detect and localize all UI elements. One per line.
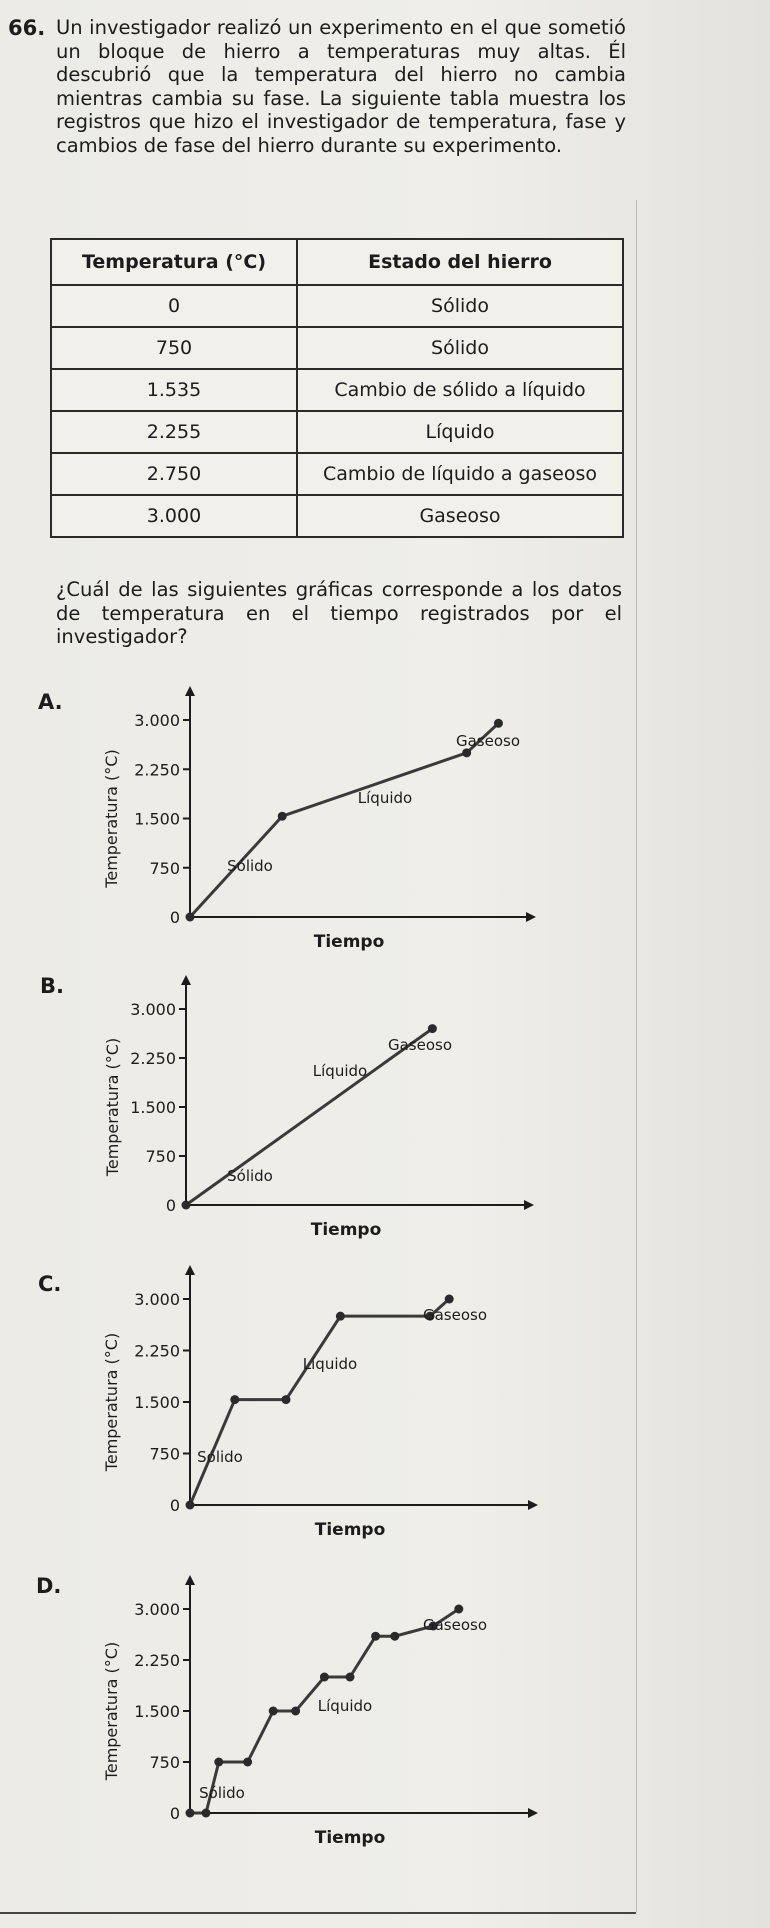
phase-label: Gaseoso	[455, 732, 521, 750]
phase-label: Líquido	[317, 1697, 373, 1715]
data-point	[454, 1605, 463, 1614]
y-tick-label: 0	[165, 1196, 176, 1215]
y-axis-label: Temperatura (°C)	[102, 1641, 121, 1781]
bottom-rule	[0, 1912, 636, 1914]
x-axis-label: Tiempo	[313, 932, 385, 952]
data-point	[320, 1673, 329, 1682]
phase-label: Gaseoso	[387, 1036, 453, 1054]
data-point	[269, 1707, 278, 1716]
option-letter-a[interactable]: A.	[38, 690, 63, 714]
y-axis-arrow	[185, 1575, 195, 1585]
phase-label: Gaseoso	[422, 1616, 488, 1634]
y-tick-label: 3.000	[134, 711, 180, 730]
y-tick-label: 0	[169, 1496, 180, 1515]
y-tick-label: 0	[169, 1804, 180, 1823]
y-tick-label: 3.000	[134, 1600, 180, 1619]
table-header: Estado del hierro	[297, 239, 623, 285]
option-letter-b[interactable]: B.	[40, 974, 64, 998]
phase-label: Sólido	[197, 1448, 243, 1466]
table-header: Temperatura (°C)	[51, 239, 297, 285]
y-tick-label: 1.500	[130, 1098, 176, 1117]
table-cell: 2.750	[51, 453, 297, 495]
question-prompt: ¿Cuál de las siguientes gráficas corresponde a los datos de temperatura en el tiempo registrados por el investigador?	[56, 578, 622, 648]
phase-label: Sólido	[199, 1784, 245, 1802]
table-cell: Líquido	[297, 411, 623, 453]
table-cell: Cambio de sólido a líquido	[297, 369, 623, 411]
data-point	[346, 1673, 355, 1682]
y-tick-label: 3.000	[130, 1000, 176, 1019]
data-point	[371, 1632, 380, 1641]
y-tick-label: 1.500	[134, 809, 180, 829]
question-number: 66.	[8, 16, 46, 40]
table-cell: 750	[51, 327, 297, 369]
phase-label: Líquido	[357, 789, 413, 807]
data-point	[202, 1809, 211, 1818]
x-axis-label: Tiempo	[314, 1520, 386, 1540]
data-point	[214, 1758, 223, 1767]
table-cell: Sólido	[297, 327, 623, 369]
table-cell: Gaseoso	[297, 495, 623, 537]
option-letter-d[interactable]: D.	[36, 1574, 62, 1598]
x-axis-label: Tiempo	[314, 1828, 386, 1848]
x-axis-label: Tiempo	[310, 1220, 382, 1240]
y-tick-label: 750	[149, 858, 180, 878]
y-tick-label: 2.250	[130, 1049, 176, 1068]
data-point	[186, 1809, 195, 1818]
y-tick-label: 750	[149, 1753, 180, 1772]
data-point	[291, 1707, 300, 1716]
table-cell: 2.255	[51, 411, 297, 453]
table-cell: 0	[51, 285, 297, 327]
y-tick-label: 750	[149, 1444, 180, 1464]
y-axis-label: Temperatura (°C)	[102, 1332, 121, 1472]
data-point	[243, 1758, 252, 1767]
y-tick-label: 750	[145, 1147, 176, 1166]
table-cell: Cambio de líquido a gaseoso	[297, 453, 623, 495]
y-tick-label: 2.250	[134, 1651, 180, 1670]
y-tick-label: 2.250	[134, 1341, 180, 1361]
y-tick-label: 1.500	[134, 1702, 180, 1721]
question-intro: Un investigador realizó un experimento en el que sometió un bloque de hierro a temperaturas muy altas. Él descubrió que la temperatura del hierro no cambia mientras cambia su fase. La siguiente tabla muestra los registros que hizo el investigador de temperatura, fase y cambios de fase del hierro durante su experimento.	[56, 16, 626, 157]
y-tick-label: 1.500	[134, 1393, 180, 1412]
phase-label: Líquido	[302, 1355, 358, 1373]
y-tick-label: 3.000	[134, 1290, 180, 1309]
y-tick-label: 0	[169, 908, 180, 927]
phase-label: Líquido	[312, 1062, 368, 1080]
table-cell: Sólido	[297, 285, 623, 327]
table-cell: 1.535	[51, 369, 297, 411]
data-point	[390, 1632, 399, 1641]
phase-label: Sólido	[227, 857, 273, 875]
y-axis-label: Temperatura (°C)	[103, 1037, 122, 1177]
table-cell: 3.000	[51, 495, 297, 537]
phase-label: Sólido	[227, 1167, 273, 1185]
option-letter-c[interactable]: C.	[38, 1272, 62, 1296]
x-axis-arrow	[528, 1808, 538, 1818]
phase-label: Gaseoso	[422, 1306, 488, 1324]
y-tick-label: 2.250	[134, 760, 180, 780]
y-axis-label: Temperatura (°C)	[102, 749, 121, 888]
